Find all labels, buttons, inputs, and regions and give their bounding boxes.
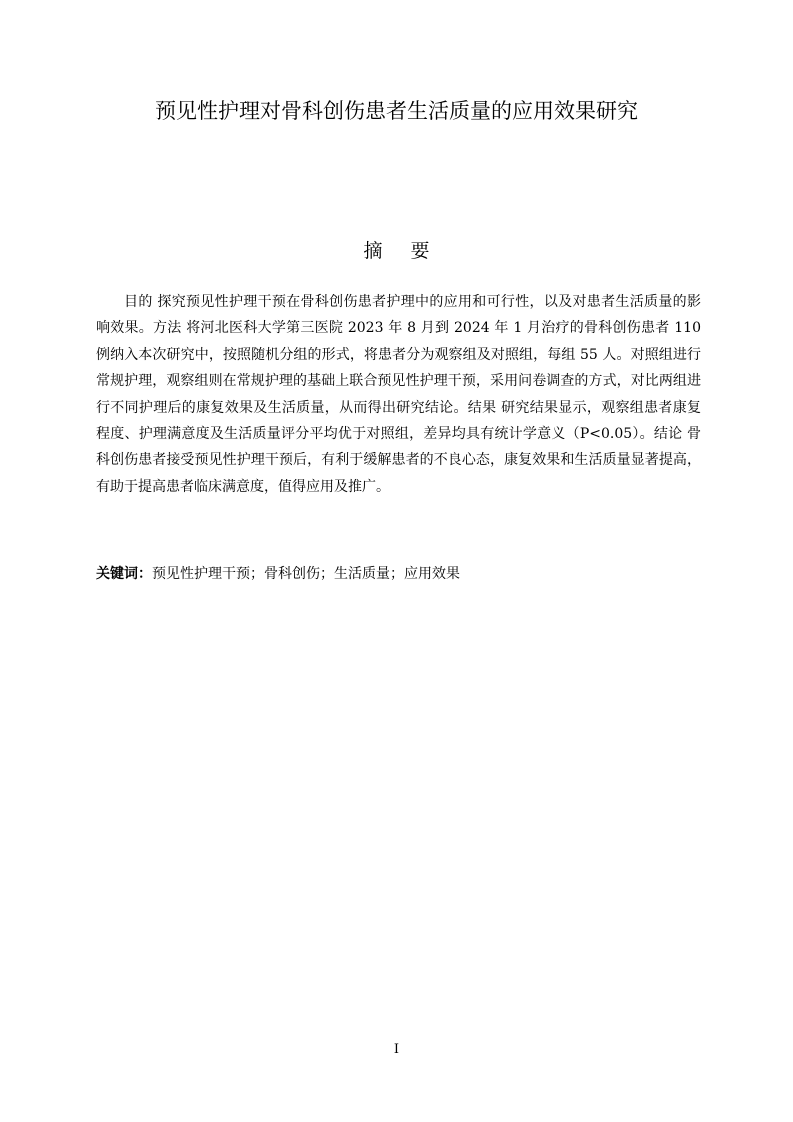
paper-title: 预见性护理对骨科创伤患者生活质量的应用效果研究 — [155, 99, 638, 123]
keywords-label: 关键词： — [96, 566, 152, 582]
abstract-heading: 摘要 — [363, 240, 458, 262]
keywords-text: 预见性护理干预；骨科创伤；生活质量；应用效果 — [152, 566, 460, 582]
keywords-line — [96, 561, 701, 587]
abstract-body: 目的 探究预见性护理干预在骨科创伤患者护理中的应用和可行性，以及对患者生活质量的影响效果。方法 将河北医科大学第三医院 2023 年 8 月到 2024 年 1 月治疗的骨科创伤患者 110 例纳入本次研究中，按照随机分组的形式，将患者分为观察组及对照组，每组 55 人。对照组进行常规护理，观察组则在常规护理的基础上联合预见性护理干预，采用问卷调查的方式，对比两组进行不同护理后的康复效果及生活质量，从而得出研究结论。结果 研究结果显示，观察组患者康复程度、护理满意度及生活质量评分平均优于对照组，差异均具有统计学意义（P<0.05）。结论 骨科创伤患者接受预见性护理干预后，有利于缓解患者的不良心态，康复效果和生活质量显著提高，有助于提高患者临床满意度，值得应用及推广。 — [96, 294, 701, 495]
page-number: I — [393, 1042, 400, 1057]
